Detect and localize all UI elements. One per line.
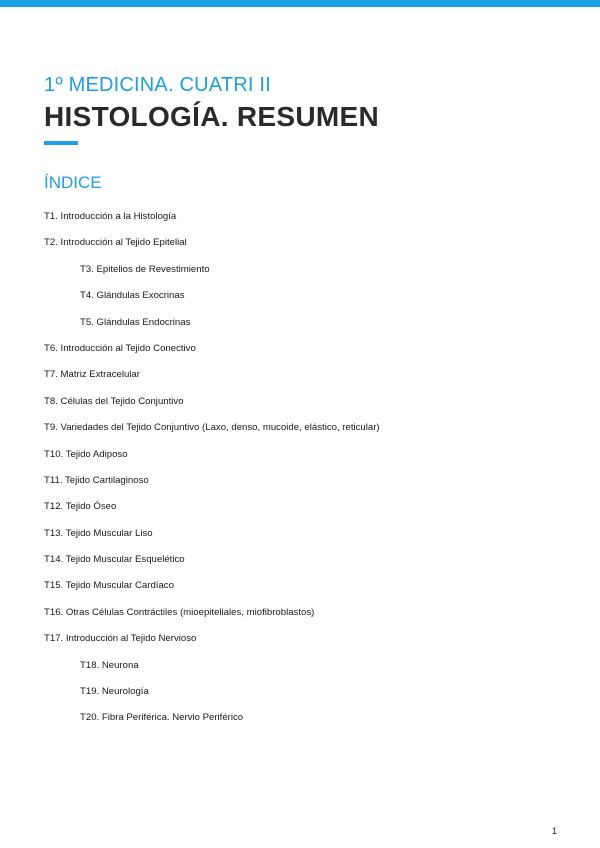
toc-entry[interactable]: T6. Introducción al Tejido Conectivo — [44, 342, 196, 354]
toc-entry[interactable]: T8. Células del Tejido Conjuntivo — [44, 395, 184, 407]
table-of-contents — [0, 204, 600, 732]
toc-entry[interactable]: T13. Tejido Muscular Liso — [44, 527, 153, 539]
toc-entry[interactable]: T12. Tejido Óseo — [44, 501, 117, 513]
toc-entry[interactable]: T20. Fibra Periférica. Nervio Periférico — [80, 712, 244, 724]
toc-entry[interactable]: T2. Introducción al Tejido Epitelial — [44, 237, 187, 249]
top-accent-bar — [0, 0, 600, 7]
toc-entry[interactable]: T14. Tejido Muscular Esquelético — [44, 554, 185, 566]
toc-entry[interactable]: T5. Glándulas Endocrinas — [80, 316, 191, 328]
toc-entry[interactable]: T4. Glándulas Exocrinas — [80, 290, 185, 302]
toc-entry[interactable]: T10. Tejido Adiposo — [44, 448, 128, 460]
toc-entry[interactable]: T1. Introducción a la Histología — [44, 211, 177, 222]
index-heading: ÍNDICE — [44, 173, 102, 192]
toc-entry[interactable]: T17. Introducción al Tejido Nervioso — [44, 633, 197, 645]
document-title: HISTOLOGÍA. RESUMEN — [44, 101, 379, 132]
toc-entry[interactable]: T18. Neurona — [80, 659, 139, 671]
toc-entry[interactable]: T16. Otras Células Contráctiles (mioepiteliales, miofibroblastos) — [44, 606, 315, 618]
toc-entry[interactable]: T11. Tejido Cartilaginoso — [44, 474, 149, 486]
toc-entry[interactable]: T15. Tejido Muscular Cardíaco — [44, 580, 174, 592]
toc-entry[interactable]: T7. Matriz Extracelular — [44, 369, 140, 381]
toc-entry[interactable]: T19. Neurología — [80, 686, 149, 698]
toc-entry[interactable]: T3. Epitelios de Revestimiento — [80, 263, 210, 275]
course-subtitle: 1º MEDICINA. CUATRI II — [44, 74, 271, 96]
page-number: 1 — [552, 826, 558, 836]
title-underline — [44, 141, 78, 145]
toc-entry[interactable]: T9. Variedades del Tejido Conjuntivo (Laxo, denso, mucoide, elástico, reticular) — [44, 422, 380, 434]
